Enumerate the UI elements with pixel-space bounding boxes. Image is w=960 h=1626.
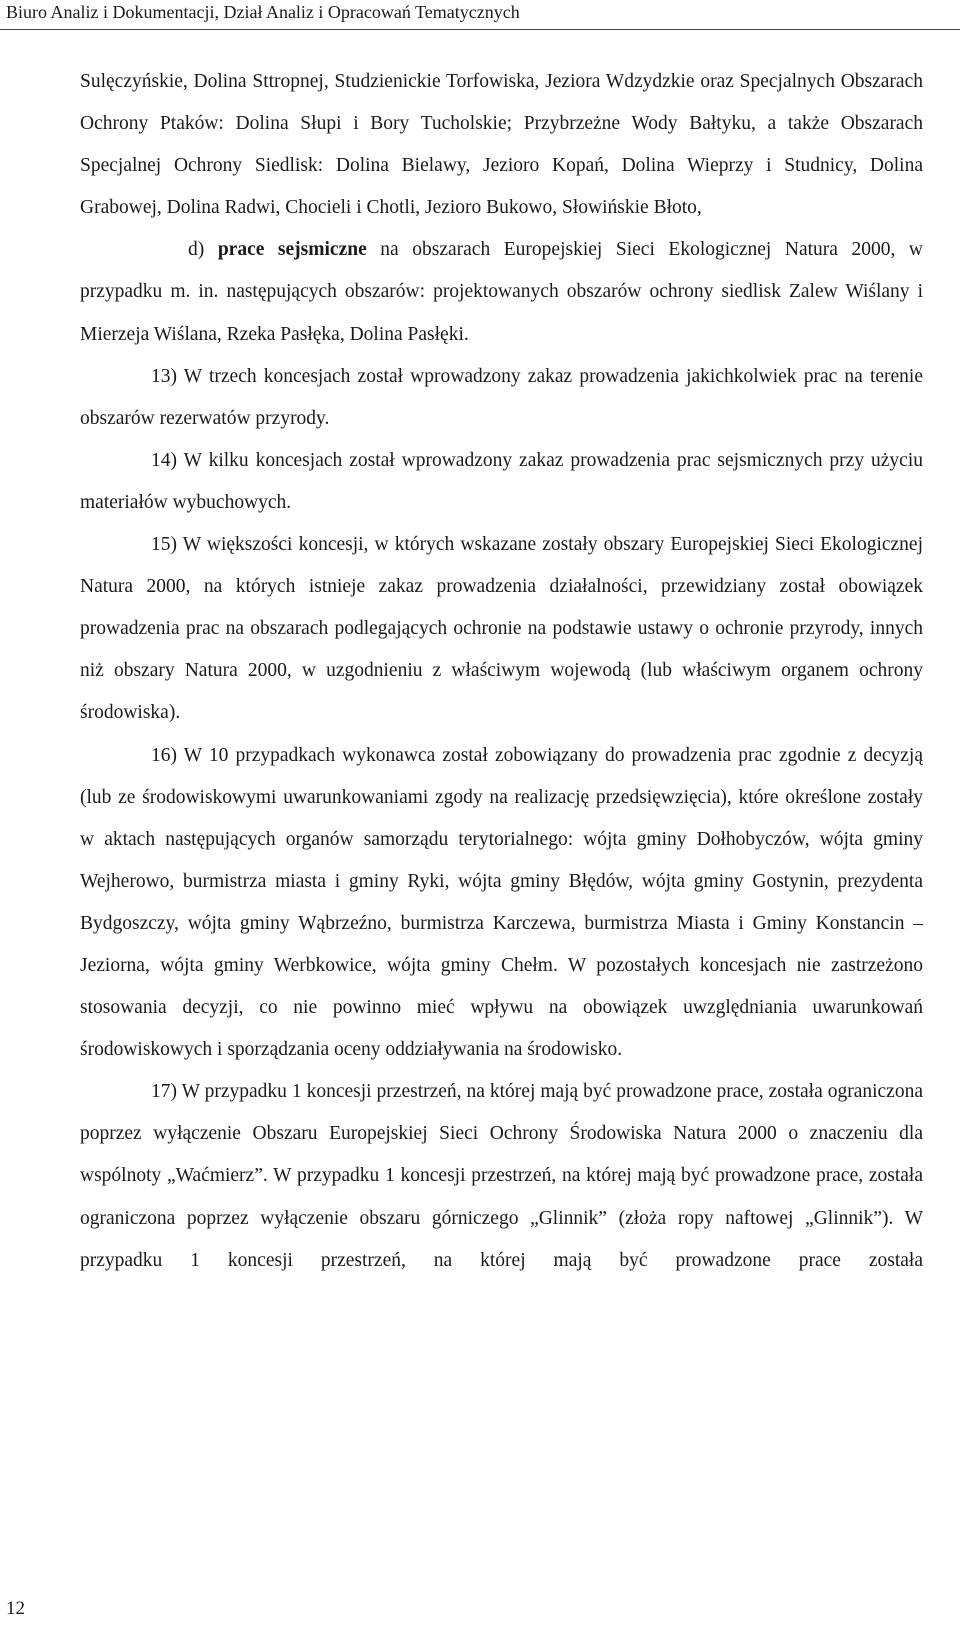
paragraph-16: 16) W 10 przypadkach wykonawca został zobowiązany do prowadzenia prac zgodnie z decyzją (lub ze środowiskowymi uwarunkowaniami zgody na realizację przedsięwzięcia), które określone zostały w aktach następujących organów samorządu terytorialnego: wójta gminy Dołhobyczów, wójta gminy Wejherowo, burmistrza miasta i gminy Ryki, wójta gminy Błędów, wójta gminy Gostynin, prezydenta Bydgoszczy, wójta gminy Wąbrzeźno, burmistrza Karczewa, burmistrza Miasta i Gminy Konstancin – Jeziorna, wójta gminy Werbkowice, wójta gminy Chełm. W pozostałych koncesjach nie zastrzeżono stosowania decyzji, co nie powinno mieć wpływu na obowiązek uwzględniania uwarunkowań środowiskowych i sporządzania oceny oddziaływania na środowisko. <box>80 744 923 1061</box>
header-divider <box>0 29 960 30</box>
page-number: 12 <box>6 1598 25 1619</box>
list-item-d-marker: d) <box>188 239 218 261</box>
list-item-d-bold: prace sejsmiczne <box>217 239 367 261</box>
paragraph-13: 13) W trzech koncesjach został wprowadzony zakaz prowadzenia jakichkolwiek prac na terenie obszarów rezerwatów przyrody. <box>80 365 923 429</box>
document-header: Biuro Analiz i Dokumentacji, Dział Analiz i Opracowań Tematycznych <box>6 2 520 22</box>
list-item-d-text: na obszarach Europejskiej Sieci Ekologicznej Natura 2000, w przypadku m. in. następujących obszarów: projektowanych obszarów ochrony siedlisk Zalew Wiślany i Mierzeja Wiślana, Rzeka Pasłęka, Dolina Pasłęki. <box>80 239 924 345</box>
document-body <box>80 61 923 1282</box>
paragraph-17: 17) W przypadku 1 koncesji przestrzeń, na której mają być prowadzone prace, została ograniczona poprzez wyłączenie Obszaru Europejskiej Sieci Ochrony Środowiska Natura 2000 o znaczeniu dla wspólnoty „Waćmierz”. W przypadku 1 koncesji przestrzeń, na której mają być prowadzone prace, została ograniczona poprzez wyłączenie obszaru górniczego „Glinnik” (złoża ropy naftowej „Glinnik”). W przypadku 1 koncesji przestrzeń, na której mają być prowadzone prace została <box>80 1081 923 1271</box>
paragraph-14: 14) W kilku koncesjach został wprowadzony zakaz prowadzenia prac sejsmicznych przy użyciu materiałów wybuchowych. <box>80 449 923 513</box>
paragraph-15: 15) W większości koncesji, w których wskazane zostały obszary Europejskiej Sieci Ekologicznej Natura 2000, na których istnieje zakaz prowadzenia działalności, przewidziany został obowiązek prowadzenia prac na obszarach podlegających ochronie na podstawie ustawy o ochronie przyrody, innych niż obszary Natura 2000, w uzgodnieniu z właściwym wojewodą (lub właściwym organem ochrony środowiska). <box>80 534 923 724</box>
list-item-d <box>80 229 923 355</box>
paragraph-continuation: Sulęczyńskie, Dolina Sttropnej, Studzienickie Torfowiska, Jeziora Wdzydzkie oraz Specjalnych Obszarach Ochrony Ptaków: Dolina Słupi i Bory Tucholskie; Przybrzeżne Wody Bałtyku, a także Obszarach Specjalnej Ochrony Siedlisk: Dolina Bielawy, Jezioro Kopań, Dolina Wieprzy i Studnicy, Dolina Grabowej, Dolina Radwi, Chocieli i Chotli, Jezioro Bukowo, Słowińskie Błoto, <box>80 71 923 219</box>
